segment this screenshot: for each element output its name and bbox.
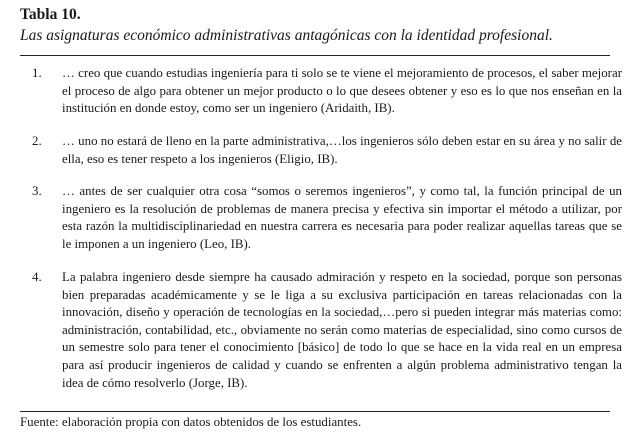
quote-number: 4. [32,270,42,284]
quote-number: 2. [32,134,42,148]
quote-text: … uno no estará de lleno en la parte administrativa,…los ingenieros sólo deben estar en su área y no salir de ella, eso es tener respeto a los ingenieros (Eligio, IB). [62,134,622,166]
table-title: Las asignaturas económico administrativas antagónicas con la identidad profesional. [20,27,553,44]
table-label: Tabla 10. [20,6,81,23]
quote-text: … antes de ser cualquier otra cosa “somos o seremos ingenieros”, y como tal, la función principal de un ingeniero es la resolución de problemas de manera precisa y efectiva sin importar el método a utilizar, por esta razón la multidisciplinariedad en nuestra carrera es necesaria para poder realizar aquellas tareas que se le imponen a un ingeniero (Leo, IB). [62,184,622,251]
quote-number: 3. [32,184,42,198]
table-top-rule [20,55,610,56]
quote-text: … creo que cuando estudias ingeniería para ti solo se te viene el mejoramiento de procesos, el saber mejorar el proceso de algo para obtener un mejor producto o lo que desees obtener y eso es lo que nos enseñan en la institución en donde estoy, como ser un ingeniero (Aridaith, IB). [62,66,622,116]
quote-number: 1. [32,66,42,80]
quote-item-3 [20,183,622,255]
quote-item-4 [20,269,622,405]
table-bottom-rule [20,411,610,412]
quote-item-2 [20,133,622,169]
quote-item-1 [20,65,622,120]
table-source-note: Fuente: elaboración propia con datos obtenidos de los estudiantes. [20,415,362,429]
quote-text: La palabra ingeniero desde siempre ha causado admiración y respeto en la sociedad, porque son personas bien preparadas académicamente y se le liga a su exclusiva participación en tareas relacionadas con la innovación, diseño y operación de tecnologías en la sociedad,…pero si pueden integrar más materias como: administración, contabilidad, etc., obviamente no serán como materias de especialidad, sino como cursos de un semestre solo para tener el conocimiento [básico] de todo lo que se hace en la vida real en un empresa para así producir ingenieros de calidad y cuando se enfrenten a algún problema administrativo tengan la idea de cómo resolverlo (Jorge, IB). [62,270,622,390]
